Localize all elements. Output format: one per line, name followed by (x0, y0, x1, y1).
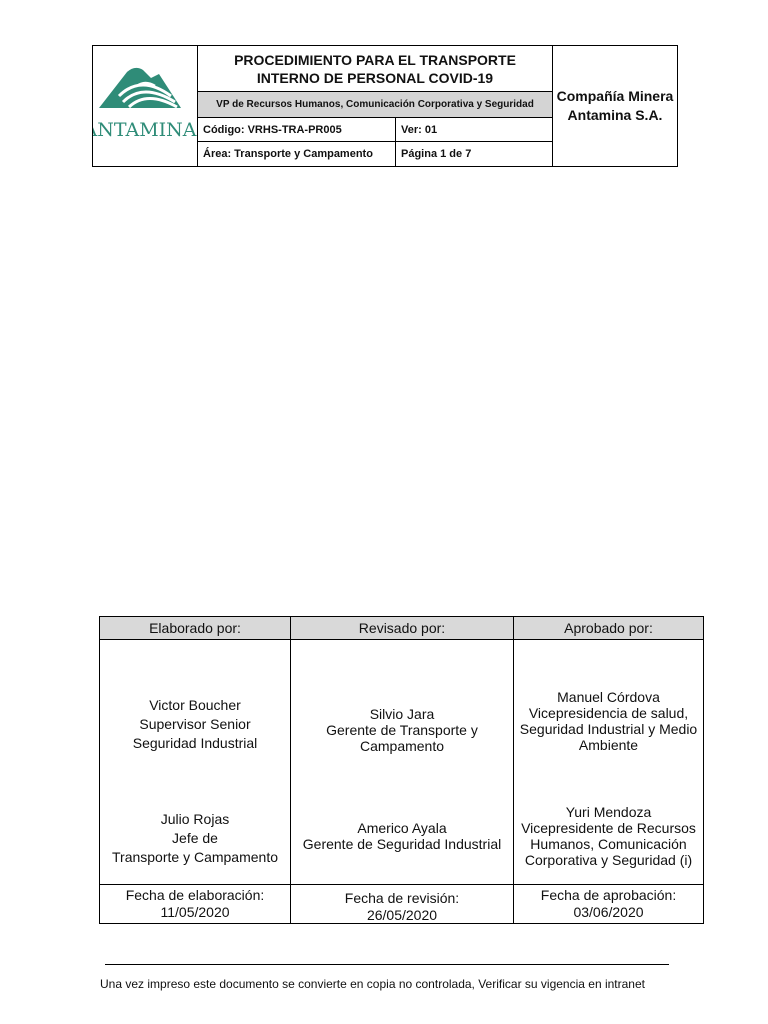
approval-dates-row (100, 885, 703, 923)
date-value: 03/06/2020 (573, 904, 644, 920)
person-name: Americo Ayala (357, 820, 447, 836)
person-julio-rojas (100, 810, 290, 867)
person-silvio-jara (291, 706, 513, 754)
antamina-logo (93, 46, 198, 166)
vp-label: VP de Recursos Humanos, Comunicación Corporativa y Seguridad (216, 99, 534, 110)
revisado-column (290, 640, 513, 884)
approval-table (99, 616, 704, 924)
document-header (92, 45, 678, 167)
person-role: Humanos, Comunicación (530, 836, 687, 852)
person-role: Seguridad Industrial (132, 735, 258, 751)
aprobado-column (513, 640, 703, 884)
document-area: Área: Transporte y Campamento (198, 142, 396, 166)
date-value: 11/05/2020 (160, 904, 230, 920)
person-americo-ayala (291, 820, 513, 852)
document-title: PROCEDIMIENTO PARA EL TRANSPORTE INTERNO DE PERSONAL COVID-19 (234, 51, 516, 86)
fecha-revision (290, 885, 513, 923)
person-name: Victor Boucher (149, 697, 241, 713)
header-middle (198, 46, 552, 166)
date-label: Fecha de elaboración: (125, 887, 265, 903)
area-row (198, 142, 552, 166)
document-code: Código: VRHS-TRA-PR005 (198, 118, 396, 141)
page-number: Página 1 de 7 (401, 148, 472, 160)
person-yuri-mendoza (514, 804, 703, 868)
code-row (198, 118, 552, 142)
date-label: Fecha de aprobación: (540, 887, 677, 903)
approval-names-row (100, 640, 703, 885)
person-role: Corporativa y Seguridad (i) (524, 852, 693, 868)
logo-wordmark: ANTAMINA (93, 119, 197, 141)
person-name: Julio Rojas (160, 811, 230, 827)
document-version: Ver: 01 (401, 123, 438, 136)
company-cell (552, 46, 677, 166)
person-role: Seguridad Industrial y Medio (519, 721, 698, 737)
date-label: Fecha de revisión: (344, 890, 460, 906)
logo-cell (93, 46, 198, 166)
elaborado-column (100, 640, 290, 884)
approval-header-row (100, 617, 703, 640)
person-name: Yuri Mendoza (565, 804, 652, 820)
person-role: Gerente de Transporte y (326, 722, 478, 738)
person-role: Jefe de (172, 830, 218, 846)
header-revisado: Revisado por: (290, 617, 513, 639)
fecha-aprobacion (513, 885, 703, 923)
footer-note: Una vez impreso este documento se convierte en copia no controlada, Verificar su vigencia en intranet (100, 977, 645, 991)
fecha-elaboracion (100, 885, 290, 923)
footer-divider (105, 964, 669, 965)
person-name: Manuel Córdova (557, 689, 660, 705)
header-elaborado: Elaborado por: (149, 620, 241, 636)
date-value: 26/05/2020 (366, 907, 438, 923)
person-manuel-cordova (514, 689, 703, 753)
person-name: Silvio Jara (369, 706, 435, 722)
person-role: Transporte y Campamento (112, 849, 278, 865)
header-aprobado: Aprobado por: (513, 617, 703, 639)
person-role: Vicepresidente de Recursos (521, 820, 696, 836)
person-role: Supervisor Senior (139, 716, 251, 732)
person-victor-boucher (100, 696, 290, 753)
person-role: Gerente de Seguridad Industrial (302, 836, 502, 852)
vp-row (198, 92, 552, 118)
person-role: Ambiente (578, 737, 639, 753)
person-role: Campamento (359, 738, 445, 754)
company-name: Compañía Minera Antamina S.A. (556, 88, 674, 123)
person-role: Vicepresidencia de salud, (528, 705, 689, 721)
title-row (198, 46, 552, 92)
